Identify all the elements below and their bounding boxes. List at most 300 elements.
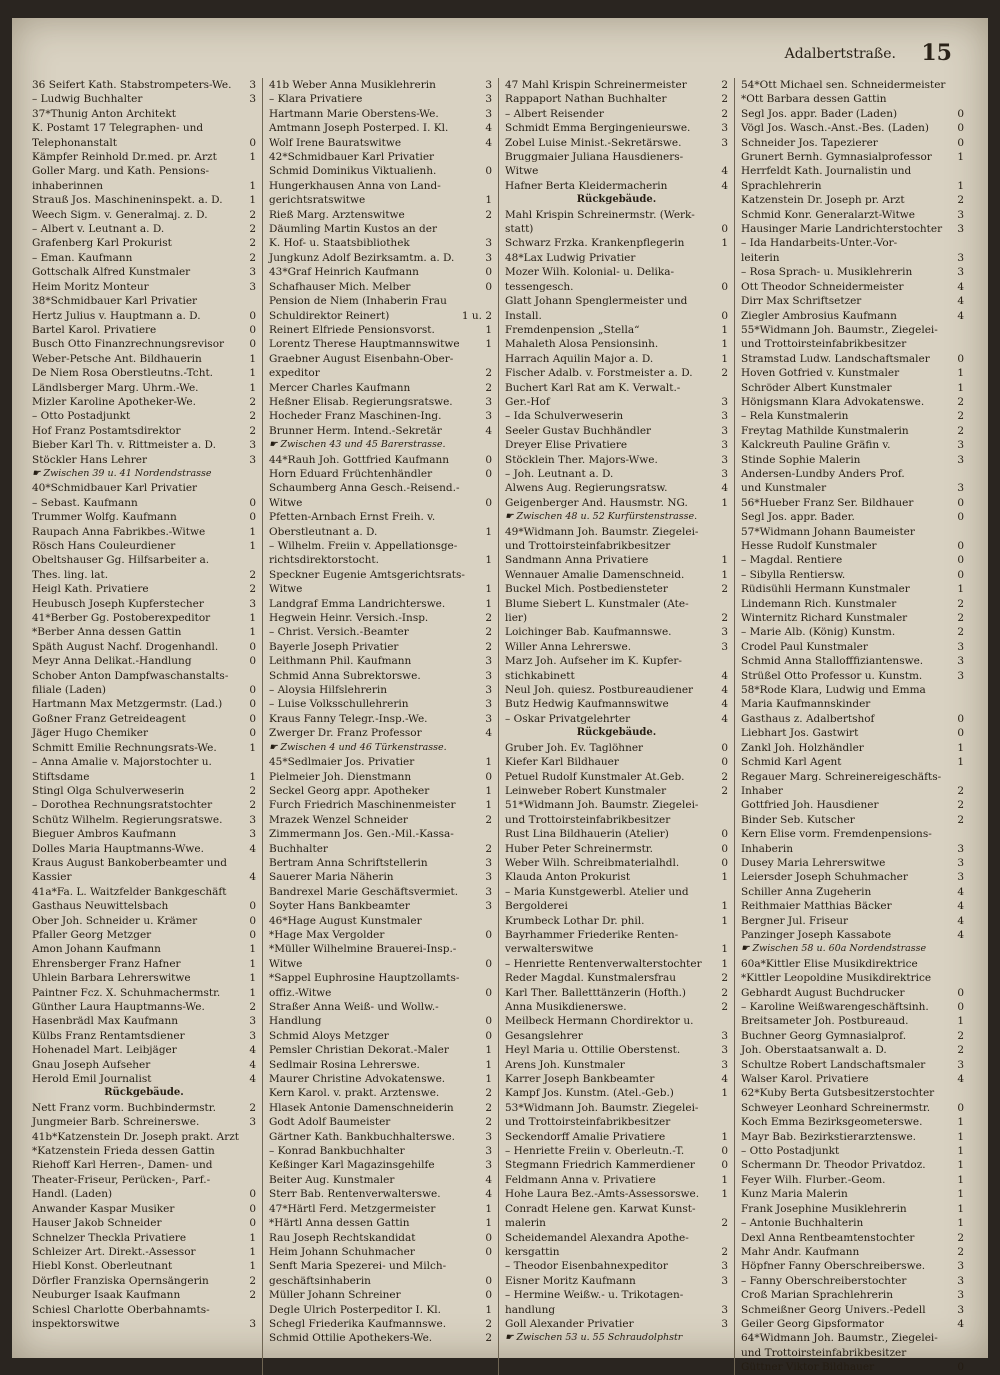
directory-entry [741, 453, 964, 467]
directory-entry [269, 424, 492, 438]
directory-entry [741, 784, 964, 798]
floor-number: 4 [249, 842, 256, 855]
entry-text: Müller Johann Schreiner [269, 1289, 401, 1302]
directory-entry [32, 1274, 256, 1288]
directory-entry [32, 986, 256, 1000]
directory-entry [505, 496, 728, 510]
floor-number: 1 [721, 900, 728, 913]
entry-text: *Katzenstein Frieda dessen Gattin [32, 1145, 215, 1158]
directory-entry [269, 352, 492, 366]
directory-entry [741, 1043, 964, 1057]
entry-text: Schuldirektor Reinert) [269, 309, 390, 322]
entry-text: Jungkunz Adolf Bezirksamtm. a. D. [269, 251, 455, 264]
floor-number: 3 [485, 712, 492, 725]
directory-entry [269, 1043, 492, 1057]
floor-number: 4 [957, 885, 964, 898]
floor-number: 3 [721, 467, 728, 480]
entry-text: Riehoff Karl Herren-, Damen- und [32, 1159, 213, 1172]
entry-text: – Ida Schulverweserin [505, 410, 624, 423]
entry-text: Rau Joseph Rechtskandidat [269, 1231, 416, 1244]
entry-text: – Wilhelm. Freiin v. Appellationsge- [269, 540, 458, 552]
entry-text: Seckel Georg appr. Apotheker [269, 784, 430, 797]
directory-entry [505, 1259, 728, 1273]
directory-entry [505, 539, 728, 553]
floor-number: 1 [721, 237, 728, 250]
directory-entry [741, 381, 964, 395]
floor-number: 0 [485, 1231, 492, 1244]
directory-entry [269, 798, 492, 812]
directory-entry [32, 222, 256, 236]
floor-number: 0 [957, 712, 964, 725]
floor-number: 4 [957, 900, 964, 913]
entry-text: und Trottoirsteinfabrikbesitzer [741, 1346, 907, 1359]
entry-text: Godt Adolf Baumeister [269, 1116, 391, 1129]
directory-entry [269, 467, 492, 481]
entry-text: Kern Elise vorm. Fremdenpensions- [741, 828, 932, 841]
directory-entry [741, 683, 964, 697]
cross-street-note [741, 942, 964, 956]
entry-text: – Dorothea Rechnungsratstochter [32, 799, 213, 812]
directory-entry [741, 1187, 964, 1201]
directory-entry [741, 1231, 964, 1245]
entry-text: Busch Otto Finanzrechnungsrevisor [32, 338, 225, 351]
entry-text: Jäger Hugo Chemiker [32, 727, 148, 740]
entry-text: Schmidt Emma Bergingenieurswe. [505, 122, 691, 135]
entry-text: Bruggmaier Juliana Hausdieners- [505, 151, 684, 164]
entry-text: filiale (Laden) [32, 684, 107, 697]
directory-entry [741, 1216, 964, 1230]
entry-text: Zimmermann Jos. Gen.-Mil.-Kassa- [269, 828, 454, 841]
entry-text: Hesse Rudolf Kunstmaler [741, 540, 877, 552]
floor-number: 2 [721, 367, 728, 380]
entry-text: 45*Sedlmaier Jos. Privatier [269, 756, 415, 769]
entry-text: Hausinger Marie Landrichterstochter [741, 223, 943, 236]
entry-text: Lindemann Rich. Kunstmaler [741, 597, 897, 610]
directory-entry [269, 107, 492, 121]
entry-text: Freytag Mathilde Kunstmalerin [741, 424, 909, 437]
floor-number: 1 [721, 957, 728, 970]
directory-entry [269, 1014, 492, 1028]
directory-entry [269, 1187, 492, 1201]
entry-text: Alwens Aug. Regierungsratsw. [505, 482, 668, 495]
floor-number: 3 [485, 237, 492, 250]
directory-entry [32, 510, 256, 524]
entry-text: Karl Ther. Balletttänzerin (Hofth.) [505, 986, 687, 999]
floor-number: 4 [957, 280, 964, 293]
entry-text: Stiftsdame [32, 770, 90, 783]
directory-entry [32, 1259, 256, 1273]
directory-entry [269, 1259, 492, 1273]
directory-entry [741, 697, 964, 711]
entry-text: Frank Josephine Musiklehrerin [741, 1202, 907, 1215]
entry-text: Paintner Fcz. X. Schuhmachermstr. [32, 986, 221, 999]
floor-number: 1 [957, 1188, 964, 1201]
entry-text: Witwe [505, 165, 539, 178]
directory-entry [505, 568, 728, 582]
entry-text: Hartmann Max Metzgermstr. (Lad.) [32, 698, 223, 711]
floor-number: 1 [957, 583, 964, 596]
directory-entry [269, 856, 492, 870]
entry-text: Sterr Bab. Rentenverwalterswe. [269, 1188, 441, 1201]
directory-entry [32, 1288, 256, 1302]
floor-number: 4 [957, 1317, 964, 1330]
entry-text: Schleizer Art. Direkt.-Assessor [32, 1245, 196, 1258]
directory-entry [269, 1331, 492, 1345]
floor-number: 2 [485, 842, 492, 855]
floor-number: 3 [957, 871, 964, 884]
entry-text: Theater-Friseur, Perücken-, Parf.- [32, 1173, 211, 1186]
entry-text: – Ludwig Buchhalter [32, 93, 143, 106]
entry-text: Segl Jos. appr. Bader. [741, 511, 855, 524]
entry-text: Reder Magdal. Kunstmalersfrau [505, 972, 677, 985]
floor-number: 0 [249, 684, 256, 697]
directory-entry [269, 597, 492, 611]
entry-text: Pemsler Christian Dekorat.-Maler [269, 1044, 449, 1057]
directory-entry [741, 150, 964, 164]
directory-entry [32, 914, 256, 928]
entry-text: 42*Schmidbauer Karl Privatier [269, 151, 435, 164]
directory-entry [269, 1058, 492, 1072]
entry-text: Speckner Eugenie Amtsgerichtsrats- [269, 568, 465, 581]
directory-entry [269, 1101, 492, 1115]
entry-text: Kunz Maria Malerin [741, 1188, 848, 1201]
directory-entry [269, 539, 492, 553]
directory-entry [505, 842, 728, 856]
floor-number: 2 [249, 568, 256, 581]
entry-text: Strauß Jos. Maschineninspekt. a. D. [32, 194, 223, 207]
directory-entry [32, 813, 256, 827]
floor-number: 4 [485, 727, 492, 740]
directory-entry [505, 1231, 728, 1245]
entry-text: 56*Hueber Franz Ser. Bildhauer [741, 496, 914, 509]
entry-text: 36 Seifert Kath. Stabstrompeters-We. [32, 79, 232, 91]
entry-text: Stöckler Hans Lehrer [32, 453, 148, 466]
entry-text: Maurer Christine Advokatenswe. [269, 1073, 446, 1086]
floor-number: 2 [721, 583, 728, 596]
floor-number: 1 [485, 756, 492, 769]
floor-number: 3 [957, 669, 964, 682]
entry-text: Gebhardt August Buchdrucker [741, 986, 905, 999]
floor-number: 0 [721, 309, 728, 322]
floor-number: 1 [485, 597, 492, 610]
floor-number: 3 [957, 1058, 964, 1071]
entry-text: 41a*Fa. L. Waitzfelder Bankgeschäft [32, 885, 227, 898]
directory-entry [505, 914, 728, 928]
entry-text: kersgattin [505, 1245, 560, 1258]
directory-entry [32, 1101, 256, 1115]
entry-text: offiz.-Witwe [269, 986, 332, 999]
floor-number: 3 [249, 828, 256, 841]
entry-text: Install. [505, 309, 542, 322]
directory-entry [269, 265, 492, 279]
floor-number: 3 [957, 208, 964, 221]
directory-entry [505, 1072, 728, 1086]
directory-entry [505, 1158, 728, 1172]
entry-text: Gesangslehrer [505, 1029, 583, 1042]
floor-number: 4 [721, 698, 728, 711]
directory-entry [505, 92, 728, 106]
entry-text: – Rela Kunstmalerin [741, 410, 849, 423]
directory-entry [269, 280, 492, 294]
entry-text: – Aloysia Hilfslehrerin [269, 684, 387, 697]
floor-number: 3 [249, 1317, 256, 1330]
floor-number: 0 [485, 1245, 492, 1258]
directory-entry [505, 928, 728, 942]
directory-entry [505, 683, 728, 697]
directory-entry [32, 1317, 256, 1331]
floor-number: 0 [721, 280, 728, 293]
directory-entry [269, 1086, 492, 1100]
directory-entry [505, 625, 728, 639]
entry-text: Schmid Anna Stallofffiziantenswe. [741, 655, 924, 668]
entry-text: 41b*Katzenstein Dr. Joseph prakt. Arzt [32, 1130, 239, 1143]
floor-number: 4 [957, 309, 964, 322]
directory-entry [741, 539, 964, 553]
entry-text: 64*Widmann Joh. Baumstr., Ziegelei- [741, 1332, 938, 1345]
entry-text: lier) [505, 612, 528, 625]
entry-text: Hafner Berta Kleidermacherin [505, 179, 668, 192]
floor-number: 1 [485, 1217, 492, 1230]
entry-text: Stramstad Ludw. Landschaftsmaler [741, 352, 930, 365]
floor-number: 2 [485, 813, 492, 826]
entry-text: und Trottoirsteinfabrikbesitzer [505, 813, 671, 826]
entry-text: Rappaport Nathan Buchhalter [505, 93, 667, 106]
entry-text: Kern Karol. v. prakt. Arztenswe. [269, 1087, 440, 1100]
entry-text: – Klara Privatiere [269, 93, 363, 106]
floor-number: 2 [249, 1101, 256, 1114]
entry-text: Ehrensberger Franz Hafner [32, 957, 181, 970]
floor-number: 1 [721, 554, 728, 567]
floor-number: 1 [249, 972, 256, 985]
floor-number: 0 [249, 914, 256, 927]
floor-number: 0 [249, 136, 256, 149]
floor-number: 0 [485, 280, 492, 293]
entry-text: Pfetten-Arnbach Ernst Freih. v. [269, 511, 436, 524]
directory-entry [505, 1101, 728, 1115]
directory-entry [32, 1303, 256, 1317]
floor-number: 2 [249, 410, 256, 423]
directory-entry [269, 136, 492, 150]
floor-number: 0 [249, 338, 256, 351]
directory-entry [505, 164, 728, 178]
floor-number: 3 [721, 1029, 728, 1042]
entry-text: Kampf Jos. Kunstm. (Atel.-Geb.) [505, 1087, 674, 1100]
directory-entry [32, 323, 256, 337]
directory-entry [269, 784, 492, 798]
directory-entry [741, 352, 964, 366]
floor-number: 2 [957, 395, 964, 408]
directory-entry [269, 582, 492, 596]
floor-number: 4 [957, 928, 964, 941]
floor-number: 3 [957, 655, 964, 668]
floor-number: 0 [721, 856, 728, 869]
entry-text: Pension de Niem (Inhaberin Frau [269, 295, 447, 308]
directory-entry [269, 899, 492, 913]
floor-number: 2 [957, 1231, 964, 1244]
directory-entry [741, 236, 964, 250]
entry-text: Witwe [269, 957, 303, 970]
floor-number: 0 [721, 1145, 728, 1158]
floor-number: 1 [249, 525, 256, 538]
floor-number: 4 [249, 871, 256, 884]
entry-text: verwalterswitwe [505, 943, 594, 956]
entry-text: Hauser Jakob Schneider [32, 1217, 162, 1230]
entry-text: Leithmann Phil. Kaufmann [269, 655, 412, 668]
floor-number: 1 [721, 352, 728, 365]
cross-street-note [32, 467, 256, 481]
entry-text: Kraus August Bankoberbeamter und [32, 856, 227, 869]
floor-number: 4 [957, 1073, 964, 1086]
floor-number: 3 [721, 410, 728, 423]
entry-text: Bergner Jul. Friseur [741, 914, 849, 927]
directory-entry [505, 1086, 728, 1100]
floor-number: 1 [957, 367, 964, 380]
floor-number: 3 [957, 223, 964, 236]
cross-street-note [505, 510, 728, 524]
directory-entry [741, 1288, 964, 1302]
floor-number: 1 [249, 612, 256, 625]
entry-text: Schütz Wilhelm. Regierungsratswe. [32, 813, 223, 826]
directory-entry [741, 294, 964, 308]
directory-entry [741, 971, 964, 985]
entry-text: Gruber Joh. Ev. Taglöhner [505, 741, 644, 754]
entry-text: 49*Widmann Joh. Baumstr. Ziegelei- [505, 525, 699, 538]
entry-text: inspektorswitwe [32, 1317, 120, 1330]
directory-entry [269, 1173, 492, 1187]
floor-number: 1 [249, 626, 256, 639]
floor-number: 0 [957, 511, 964, 524]
directory-entry [505, 885, 728, 899]
entry-text: Glatt Johann Spenglermeister und [505, 295, 688, 308]
entry-text: Koch Emma Bezirksgeometerswe. [741, 1116, 923, 1129]
entry-text: Stegmann Friedrich Kammerdiener [505, 1159, 695, 1172]
floor-number: 1 [957, 1202, 964, 1215]
directory-entry [505, 150, 728, 164]
floor-number: 1 [249, 194, 256, 207]
floor-number: 0 [957, 554, 964, 567]
entry-text: Andersen-Lundby Anders Prof. [741, 467, 905, 480]
entry-text: Hartmann Marie Oberstens-We. [269, 107, 439, 120]
entry-text: malerin [505, 1217, 546, 1230]
entry-text: Katzenstein Dr. Joseph pr. Arzt [741, 194, 905, 207]
floor-number: 0 [249, 928, 256, 941]
column-1 [26, 78, 262, 1375]
entry-text: geschäftsinhaberin [269, 1274, 371, 1287]
directory-entry [269, 323, 492, 337]
directory-entry [269, 654, 492, 668]
floor-number: 2 [485, 1101, 492, 1114]
floor-number: 2 [249, 583, 256, 596]
entry-text: Panzinger Joseph Kassabote [741, 928, 892, 941]
directory-entry [741, 885, 964, 899]
entry-text: und Trottoirsteinfabrikbesitzer [741, 338, 907, 351]
directory-entry [32, 453, 256, 467]
directory-entry [741, 136, 964, 150]
directory-entry [269, 208, 492, 222]
directory-entry [32, 770, 256, 784]
floor-number: 4 [485, 1188, 492, 1201]
directory-entry [741, 597, 964, 611]
directory-entry [741, 1360, 964, 1374]
entry-text: 41*Berber Gg. Postoberexpeditor [32, 612, 211, 625]
directory-entry [505, 1000, 728, 1014]
directory-entry [269, 121, 492, 135]
directory-entry [32, 1173, 256, 1187]
directory-entry [269, 813, 492, 827]
directory-entry [505, 669, 728, 683]
floor-number: 3 [957, 1274, 964, 1287]
floor-number: 1 [957, 179, 964, 192]
entry-text: Grunert Bernh. Gymnasialprofessor [741, 151, 932, 164]
directory-page [12, 18, 988, 1374]
entry-text: Schober Anton Dampfwaschanstalts- [32, 669, 229, 682]
directory-entry [505, 1317, 728, 1331]
entry-text: Hertz Julius v. Hauptmann a. D. [32, 309, 201, 322]
entry-text: Neuburger Isaak Kaufmann [32, 1289, 181, 1302]
entry-text: Bayrhammer Friederike Renten- [505, 928, 679, 941]
directory-entry [741, 1086, 964, 1100]
directory-entry [505, 323, 728, 337]
directory-entry [269, 179, 492, 193]
directory-entry [741, 755, 964, 769]
entry-text: Goller Marg. und Kath. Pensions- [32, 165, 210, 178]
floor-number: 0 [249, 496, 256, 509]
directory-entry [32, 366, 256, 380]
entry-text: Degle Ulrich Posterpeditor I. Kl. [269, 1303, 441, 1316]
directory-entry [505, 1043, 728, 1057]
floor-number: 4 [721, 165, 728, 178]
entry-text: Binder Seb. Kutscher [741, 813, 855, 826]
entry-text: Arens Joh. Kunstmaler [505, 1058, 625, 1071]
entry-text: Anna Musikdienerswe. [505, 1001, 627, 1013]
entry-text: *Sappel Euphrosine Hauptzollamts- [269, 972, 460, 985]
directory-entry [32, 1058, 256, 1072]
directory-entry [741, 640, 964, 654]
floor-number: 1 u. 2 [461, 309, 492, 322]
directory-entry [269, 1158, 492, 1172]
directory-entry [32, 669, 256, 683]
directory-entry [741, 164, 964, 178]
entry-text: ☛ Zwischen 39 u. 41 Nordendstrasse [32, 467, 212, 479]
entry-text: Heim Moritz Monteur [32, 280, 149, 293]
directory-entry [505, 553, 728, 567]
running-head-street: Adalbertstraße. [784, 46, 896, 62]
directory-entry [32, 899, 256, 913]
floor-number: 1 [721, 943, 728, 956]
directory-entry [32, 265, 256, 279]
floor-number: 1 [957, 381, 964, 394]
floor-number: 0 [485, 928, 492, 941]
directory-entry [741, 1101, 964, 1115]
directory-entry [269, 294, 492, 308]
floor-number: 4 [721, 1073, 728, 1086]
directory-entry [269, 625, 492, 639]
floor-number: 3 [249, 266, 256, 279]
floor-number: 4 [721, 179, 728, 192]
directory-entry [269, 1029, 492, 1043]
entry-text: Herold Emil Journalist [32, 1073, 152, 1086]
directory-entry [741, 654, 964, 668]
directory-entry [741, 726, 964, 740]
entry-text: Schröder Albert Kunstmaler [741, 381, 892, 394]
entry-text: Bieguer Ambros Kaufmann [32, 828, 177, 841]
floor-number: 2 [957, 626, 964, 639]
entry-text: Sauerer Maria Näherin [269, 871, 394, 884]
floor-number: 2 [957, 813, 964, 826]
entry-text: Landgraf Emma Landrichterswe. [269, 597, 446, 610]
entry-text: Meilbeck Hermann Chordirektor u. [505, 1015, 694, 1028]
floor-number: 2 [485, 367, 492, 380]
